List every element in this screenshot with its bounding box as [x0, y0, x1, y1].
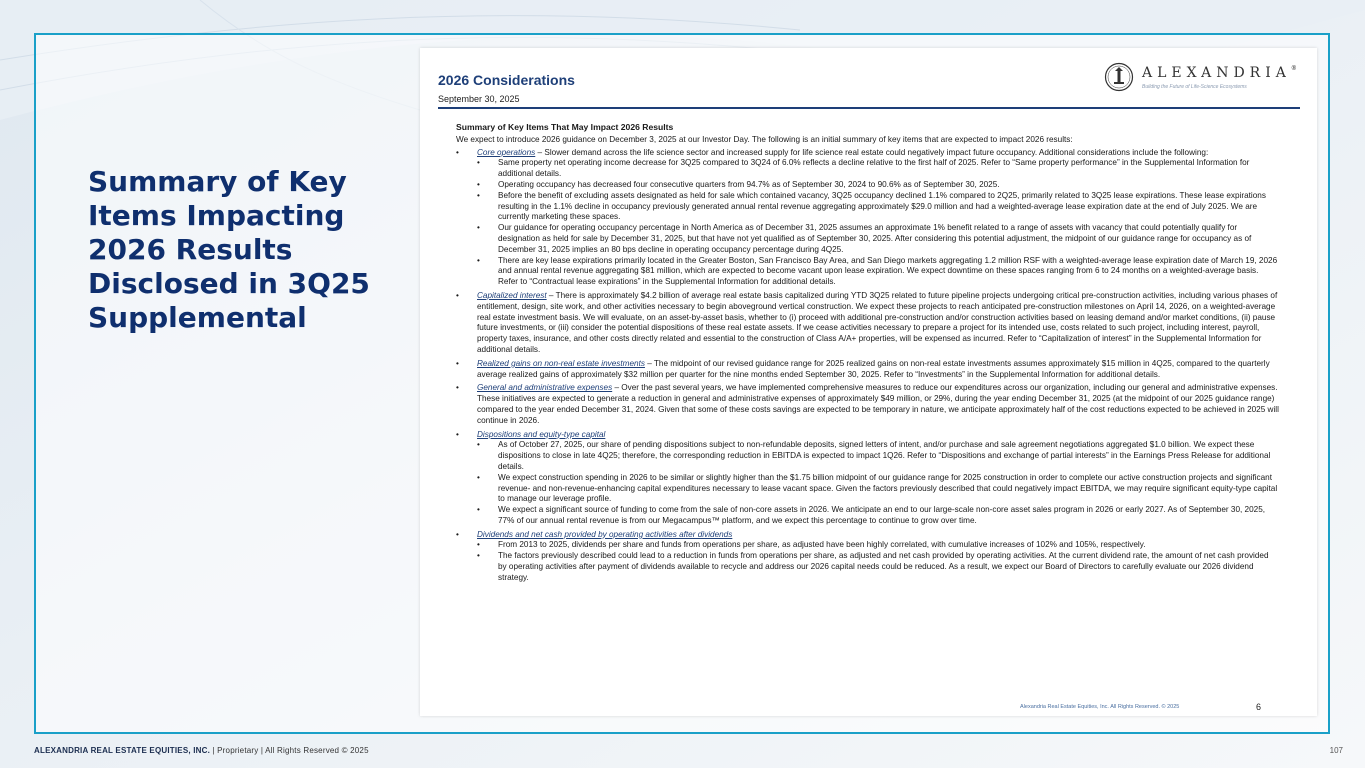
sub-item-text: The factors previously described could lead to a reduction in funds from operations per share, as adjusted and net cash provided by operating activities. At the current dividend rate, the amount of net cash provided by operating activities after payment of dividends available to recycle and address our 2026 capital needs could be reduced. As a result, we expect our Board of Directors to carefully evaluate our 2026 dividend strategy. [498, 551, 1269, 582]
section-text: – Over the past several years, we have implemented comprehensive measures to reduce our expenditures across our organization, including our general and administrative expenses. These initiatives are expected to generate a reduction in general and administrative expenses of approximately $49 million, or 29%, during the year ending December 31, 2025 (at the midpoint of our 2025 guidance range) compared to the year ended December 31, 2024. Given that some of these costs savings are expected to be temporary in nature, we anticipate approximately half of the cost reductions expected to be achieved in 2025 will continue in 2026. [477, 383, 1279, 425]
key-item-section [456, 383, 1279, 426]
bullet-icon: • [477, 551, 480, 561]
footer-rights: | Proprietary | All Rights Reserved © 2025 [210, 746, 369, 755]
bullet-icon: • [477, 540, 480, 550]
footer-company: ALEXANDRIA REAL ESTATE EQUITIES, INC. [34, 746, 211, 755]
bullet-icon: • [456, 358, 459, 368]
sub-item-list [477, 158, 1279, 288]
sub-item-text: Same property net operating income decrease for 3Q25 compared to 3Q24 of 6.0% reflects a decline relative to the first half of 2025. Refer to “Same property performance” in the Supplemental Information for additional details. [498, 158, 1250, 179]
bullet-icon: • [456, 529, 459, 539]
bullet-icon: • [456, 429, 459, 439]
bullet-icon: • [456, 147, 459, 157]
key-item-section [456, 530, 1279, 584]
section-paragraph [477, 359, 1279, 381]
slide-footer [34, 746, 369, 755]
section-name: Dispositions and equity-type capital [477, 429, 606, 439]
document-page-number: 6 [1256, 702, 1262, 712]
document-title: 2026 Considerations [438, 72, 575, 88]
bullet-icon: • [456, 383, 459, 393]
key-item-section [456, 291, 1279, 356]
sub-item [477, 158, 1279, 180]
sub-item-text: Our guidance for operating occupancy percentage in North America as of December 31, 2025 assumes an approximate 1% benefit related to a range of assets with vacancy that could potentially qualify for designation as held for sale by December 31, 2025, but that have not yet qualified as of September 30, 2025. After considering this potential adjustment, the midpoint of our guidance range for occupancy as of December 31, 2025 implies an 80 bps decline in operating occupancy percentage during 4Q25. [498, 223, 1252, 254]
section-text: – Slower demand across the life science sector and increased supply for life science real estate could negatively impact future occupancy. Additional considerations include the following: [535, 147, 1209, 157]
sub-item [477, 191, 1279, 223]
section-text: – There is approximately $4.2 billion of average real estate basis capitalized during YTD 3Q25 related to future pipeline projects undergoing critical pre-construction activities, including various phases of entitlement, design, site work, and other activities necessary to begin aboveground vertical construction. We expect these projects to reach anticipated pre-construction milestones on April 14, 2026, on a weighted-average real estate investment basis. We will evaluate, on an asset-by-asset basis, whether to (i) proceed with additional pre-construction and/or construction activities based on leasing demand and/or market conditions, (ii) pause future investments, or (iii) consider the potential dispositions of these real estate assets. If we cease activities necessary to prepare a project for its intended use, costs related to such project, including interest, payroll, property taxes, insurance, and other costs directly related and essential to the construction of Class A/A+ properties, will be expensed as incurred. Refer to “Capitalization of interest” in the Supplemental Information for additional details. [477, 290, 1278, 354]
sub-item [477, 256, 1279, 288]
section-name: Capitalized interest [477, 290, 547, 300]
section-name: General and administrative expenses [477, 383, 613, 393]
logo-wordmark: ALEXANDRIA® [1142, 65, 1297, 81]
section-text: – The midpoint of our revised guidance range for 2025 realized gains on non-real estate investments assumes approximately $15 million in 4Q25, compared to the quarterly average realized gains of approximately $32 million per quarter for the nine months ended September 30, 2025. Refer to “Investments” in the Supplemental Information for additional details. [477, 358, 1270, 379]
sub-item-text: As of October 27, 2025, our share of pending dispositions subject to non-refundable deposits, signed letters of intent, and/or purchase and sale agreement negotiations aggregated $1.0 billion. We expect these dispositions to close in late 4Q25; therefore, the corresponding reduction in EBITDA is expected to impact 1Q26. Refer to “Dispositions and exchange of partial interests” in the Earnings Press Release for additional details. [498, 440, 1271, 471]
section-paragraph [477, 383, 1279, 426]
heading-divider [438, 107, 1300, 109]
section-name: Realized gains on non-real estate investments [477, 358, 645, 368]
logo-tagline: Building the Future of Life-Science Ecosystems [1142, 84, 1247, 90]
sub-item [477, 180, 1279, 191]
sub-item-text: We expect a significant source of funding to come from the sale of non-core assets in 2026. We anticipate an end to our large-scale non-core asset sales program in 2026 or early 2027. As of September 30, 2025, 77% of our annual rental revenue is from our Megacampus™ platform, and we expect this percentage to continue to grow over time. [498, 505, 1266, 525]
section-name: Core operations [477, 147, 536, 157]
bullet-icon: • [477, 158, 480, 168]
sub-item [477, 223, 1279, 255]
seal-icon [1104, 62, 1134, 92]
bullet-icon: • [456, 290, 459, 300]
bullet-icon: • [477, 190, 480, 200]
slide-page-number: 107 [1329, 746, 1343, 755]
key-item-section [456, 148, 1279, 288]
section-paragraph [477, 430, 1279, 441]
sub-item-list [477, 440, 1279, 526]
sub-item-text: We expect construction spending in 2026 to be similar or slightly higher than the $1.75 billion midpoint of our guidance range for 2025 construction in order to complete our active construction projects and significant revenue- and non-revenue-enhancing capital expenditures necessary to lease vacant space. Given the factors previously described that could negatively impact EBITDA, we may require significant equity-type capital to manage our leverage profile. [498, 472, 1278, 504]
key-item-section [456, 430, 1279, 527]
bullet-icon: • [477, 505, 480, 515]
bullet-icon: • [477, 440, 480, 450]
key-item-section [456, 359, 1279, 381]
sub-item [477, 505, 1279, 527]
bullet-icon: • [477, 223, 480, 233]
document-date: September 30, 2025 [438, 94, 520, 104]
sub-item-text: Operating occupancy has decreased four consecutive quarters from 94.7% as of September 30, 2024 to 90.6% as of September 30, 2025. [498, 179, 1000, 189]
sub-item-text: There are key lease expirations primarily located in the Greater Boston, San Francisco Bay Area, and San Diego markets aggregating 1.2 million RSF with a weighted-average lease expiration date of March 19, 2026 and annual rental revenue aggregating $81 million, which are expected to become vacant upon lease expiration. We expect downtime on these spaces ranging from 6 to 24 months on a weighted-average basis. Refer to “Contractual lease expirations” in the Supplemental Information for additional details. [498, 255, 1278, 287]
slide-title: Summary of Key Items Impacting 2026 Results Disclosed in 3Q25 Supplemental [88, 165, 370, 334]
sub-item-list [477, 540, 1279, 583]
bullet-icon: • [477, 255, 480, 265]
sub-item [477, 440, 1279, 472]
summary-heading: Summary of Key Items That May Impact 2026 Results [456, 122, 674, 132]
sub-item [477, 473, 1279, 505]
sub-item-text: Before the benefit of excluding assets designated as held for sale which contained vacancy, 3Q25 occupancy declined 1.1% compared to 2Q25, primarily related to 3Q25 lease expirations. These lease expirations resulting in the 1.1% decline in occupancy previously generated annual rental revenue aggregating approximately $29.0 million and had a weighted-average lease expiration date at the end of July 2025. We are currently marketing these spaces. [498, 190, 1266, 222]
bullet-icon: • [477, 472, 480, 482]
section-paragraph [477, 530, 1279, 541]
document-footer: Alexandria Real Estate Equities, Inc. All Rights Reserved. © 2025 [1020, 704, 1180, 710]
bullet-icon: • [477, 179, 480, 189]
sub-item [477, 540, 1279, 551]
section-paragraph [477, 148, 1279, 159]
document-body [456, 122, 1279, 584]
section-paragraph [477, 291, 1279, 356]
sub-item [477, 551, 1279, 583]
document-page [420, 48, 1317, 716]
sub-item-text: From 2013 to 2025, dividends per share and funds from operations per share, as adjusted have been highly correlated, with cumulative increases of 102% and 105%, respectively. [498, 540, 1146, 550]
section-name: Dividends and net cash provided by operating activities after dividends [477, 529, 733, 539]
alexandria-logo [1104, 62, 1300, 94]
intro-paragraph: We expect to introduce 2026 guidance on December 3, 2025 at our Investor Day. The following is an initial summary of key items that are expected to impact 2026 results: [456, 134, 1073, 144]
key-items-list [456, 148, 1279, 584]
